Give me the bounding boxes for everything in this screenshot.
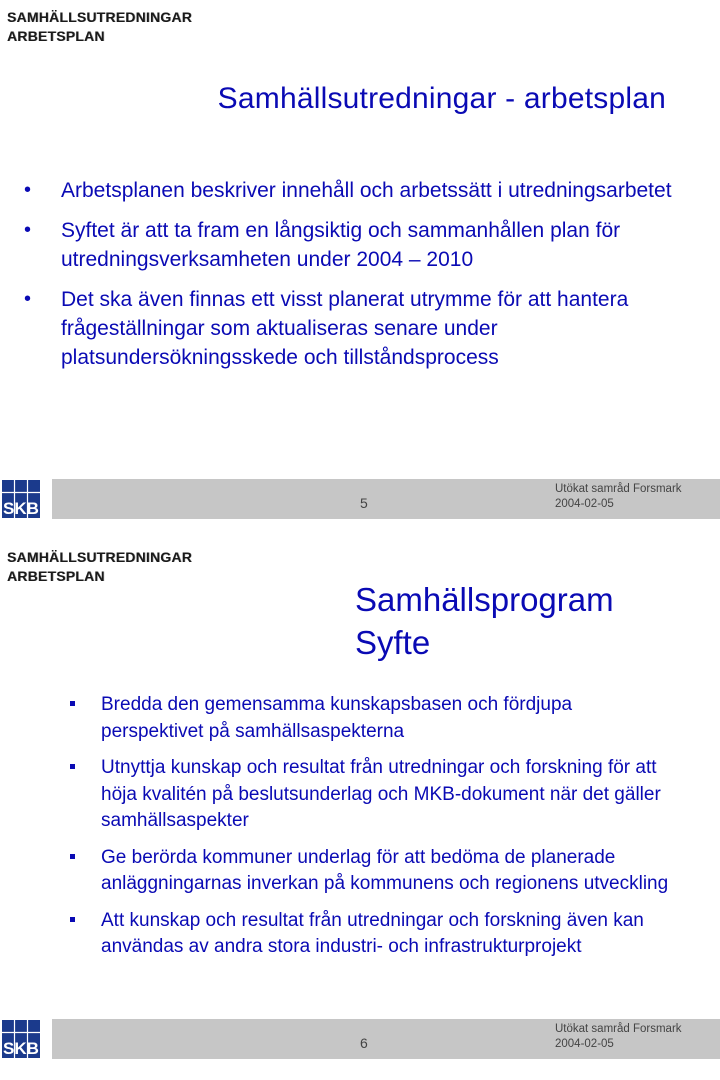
slide-2 xyxy=(0,540,720,1080)
list-item xyxy=(24,216,694,274)
logo-text: SKB xyxy=(3,1039,39,1058)
header-line-1: SAMHÄLLSUTREDNINGAR xyxy=(7,549,193,565)
header-line-2: ARBETSPLAN xyxy=(7,568,105,584)
footer-note xyxy=(555,1022,682,1052)
bullet-text: Det ska även finnas ett visst planerat utrymme för att hantera frågeställningar som aktualiseras senare under platsundersökningsskede och tillståndsprocess xyxy=(61,288,629,369)
page-number: 5 xyxy=(360,495,368,511)
footer-event: Utökat samråd Forsmark xyxy=(555,1023,682,1035)
footer-date: 2004-02-05 xyxy=(555,1038,614,1050)
list-item xyxy=(24,285,694,372)
list-item xyxy=(70,908,670,961)
bullet-icon: • xyxy=(24,219,32,241)
slide-header xyxy=(7,548,192,586)
bullet-text: Ge berörda kommuner underlag för att bedöma de planerade anläggningarnas inverkan på kommunens och regionens utveckling xyxy=(101,846,669,894)
bullet-icon: • xyxy=(24,288,32,310)
list-item xyxy=(24,176,694,205)
page-number: 6 xyxy=(360,1035,368,1051)
list-item xyxy=(70,755,670,835)
bullet-text: Att kunskap och resultat från utredningar och forskning även kan användas av andra stora industri- och infrastrukturprojekt xyxy=(101,909,644,957)
bullet-text: Bredda den gemensamma kunskapsbasen och fördjupa perspektivet på samhällsaspekterna xyxy=(101,694,573,742)
skb-logo xyxy=(2,480,40,518)
bullet-text: Syftet är att ta fram en långsiktig och sammanhållen plan för utredningsverksamheten under 2004 – 2010 xyxy=(61,219,621,271)
logo-text: SKB xyxy=(3,499,39,518)
slide-header xyxy=(7,8,192,46)
footer-note xyxy=(555,482,682,512)
list-item xyxy=(70,845,670,898)
bullet-icon xyxy=(70,764,75,769)
footer-date: 2004-02-05 xyxy=(555,498,614,510)
title-line-1: Samhällsprogram xyxy=(355,581,614,618)
slide-title: Samhällsutredningar - arbetsplan xyxy=(217,82,666,115)
skb-logo xyxy=(2,1020,40,1058)
bullet-icon xyxy=(70,917,75,922)
slide-title xyxy=(355,578,614,664)
header-line-1: SAMHÄLLSUTREDNINGAR xyxy=(7,9,193,25)
footer-event: Utökat samråd Forsmark xyxy=(555,483,682,495)
bullet-text: Utnyttja kunskap och resultat från utredningar och forskning för att höja kvalitén på beslutsunderlag och MKB-dokument när det gäller samhällsaspekter xyxy=(101,757,661,831)
bullet-text: Arbetsplanen beskriver innehåll och arbetssätt i utredningsarbetet xyxy=(61,179,672,202)
bullet-icon xyxy=(70,701,75,706)
bullet-icon xyxy=(70,854,75,859)
bullet-list xyxy=(24,176,694,383)
bullet-list xyxy=(70,692,670,971)
header-line-2: ARBETSPLAN xyxy=(7,28,105,44)
title-line-2: Syfte xyxy=(355,624,431,661)
bullet-icon: • xyxy=(24,179,32,201)
list-item xyxy=(70,692,670,745)
